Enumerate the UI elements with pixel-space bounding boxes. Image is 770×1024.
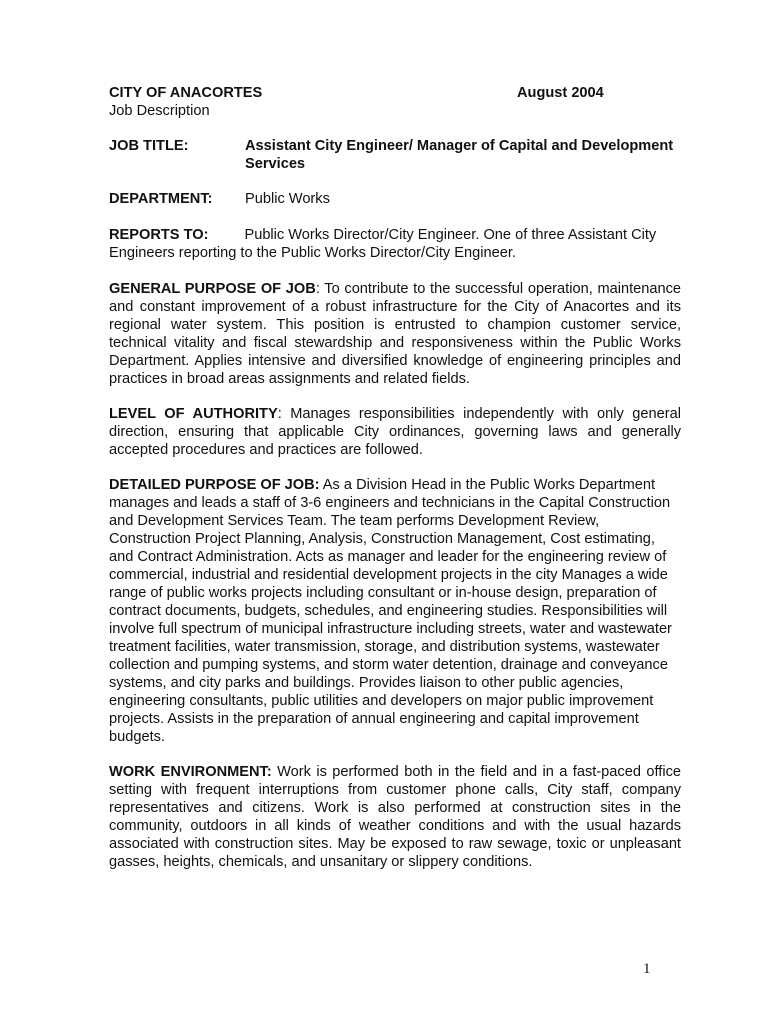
department-value: Public Works: [245, 191, 330, 207]
page-number: 1: [643, 961, 651, 977]
department-label: DEPARTMENT:: [109, 191, 213, 207]
level-of-authority-text: : Manages responsibilities independently with only general direction, ensuring that applicable City ordinances, governing laws and generally accepted procedures and practices are followed.: [109, 406, 681, 458]
reports-to-label: REPORTS TO:: [109, 227, 209, 243]
general-purpose-label: GENERAL PURPOSE OF JOB: [109, 281, 316, 297]
work-environment-paragraph: [109, 763, 681, 871]
detailed-purpose-text: As a Division Head in the Public Works Department manages and leads a staff of 3-6 engineers and technicians in the Capital Construction and Development Services Team. The team performs Development Review, Construction Project Planning, Analysis, Construction Management, Cost estimating, and Contract Administration. Acts as manager and leader for the engineering review of commercial, industrial and residential development projects in the city Manages a wide range of public works projects including consultant or in-house design, preparation of contract documents, budgets, schedules, and engineering studies. Responsibilities will involve full spectrum of municipal infrastructure including streets, water and wastewater treatment facilities, water transmission, storage, and distribution systems, wastewater collection and pumping systems, and storm water detention, drainage and conveyance systems, and city parks and buildings. Provides liaison to other public agencies, engineering consultants, public utilities and developers on major public improvement projects. Assists in the preparation of annual engineering and capital improvement budgets.: [109, 477, 672, 745]
general-purpose-paragraph: [109, 280, 681, 388]
document-type: Job Description: [109, 103, 210, 119]
document-date: August 2004: [517, 85, 604, 101]
job-title-label: JOB TITLE:: [109, 138, 189, 154]
document-page: [109, 84, 681, 871]
detailed-purpose-paragraph: [109, 476, 681, 746]
detailed-purpose-label: DETAILED PURPOSE OF JOB:: [109, 477, 320, 493]
organization-name: CITY OF ANACORTES: [109, 85, 263, 101]
level-of-authority-label: LEVEL OF AUTHORITY: [109, 406, 278, 422]
reports-to-value: Public Works Director/City Engineer. One of three Assistant City Engineers reporting to the Public Works Director/City Engineer.: [109, 227, 657, 261]
work-environment-label: WORK ENVIRONMENT:: [109, 764, 272, 780]
job-title-value: Assistant City Engineer/ Manager of Capital and Development Services: [245, 138, 674, 172]
job-title-field: [109, 137, 681, 173]
level-of-authority-paragraph: [109, 405, 681, 459]
general-purpose-text: : To contribute to the successful operation, maintenance and constant improvement of a robust infrastructure for the City of Anacortes and its regional water system. This position is entrusted to champion customer service, technical vitality and fiscal stewardship and responsiveness within the Public Works Department. Applies intensive and diversified knowledge of engineering principles and practices in broad areas assignments and related fields.: [109, 281, 682, 387]
department-field: [109, 190, 681, 208]
work-environment-text: Work is performed both in the field and in a fast-paced office setting with frequent interruptions from customer phone calls, City staff, company representatives and citizens. Work is also performed at construction sites in the community, outdoors in all kinds of weather conditions and with the usual hazards associated with construction sites. May be exposed to raw sewage, toxic or unpleasant gasses, heights, chemicals, and unsanitary or slippery conditions.: [109, 764, 681, 870]
reports-to-paragraph: [109, 226, 681, 262]
header-line: [109, 84, 681, 102]
